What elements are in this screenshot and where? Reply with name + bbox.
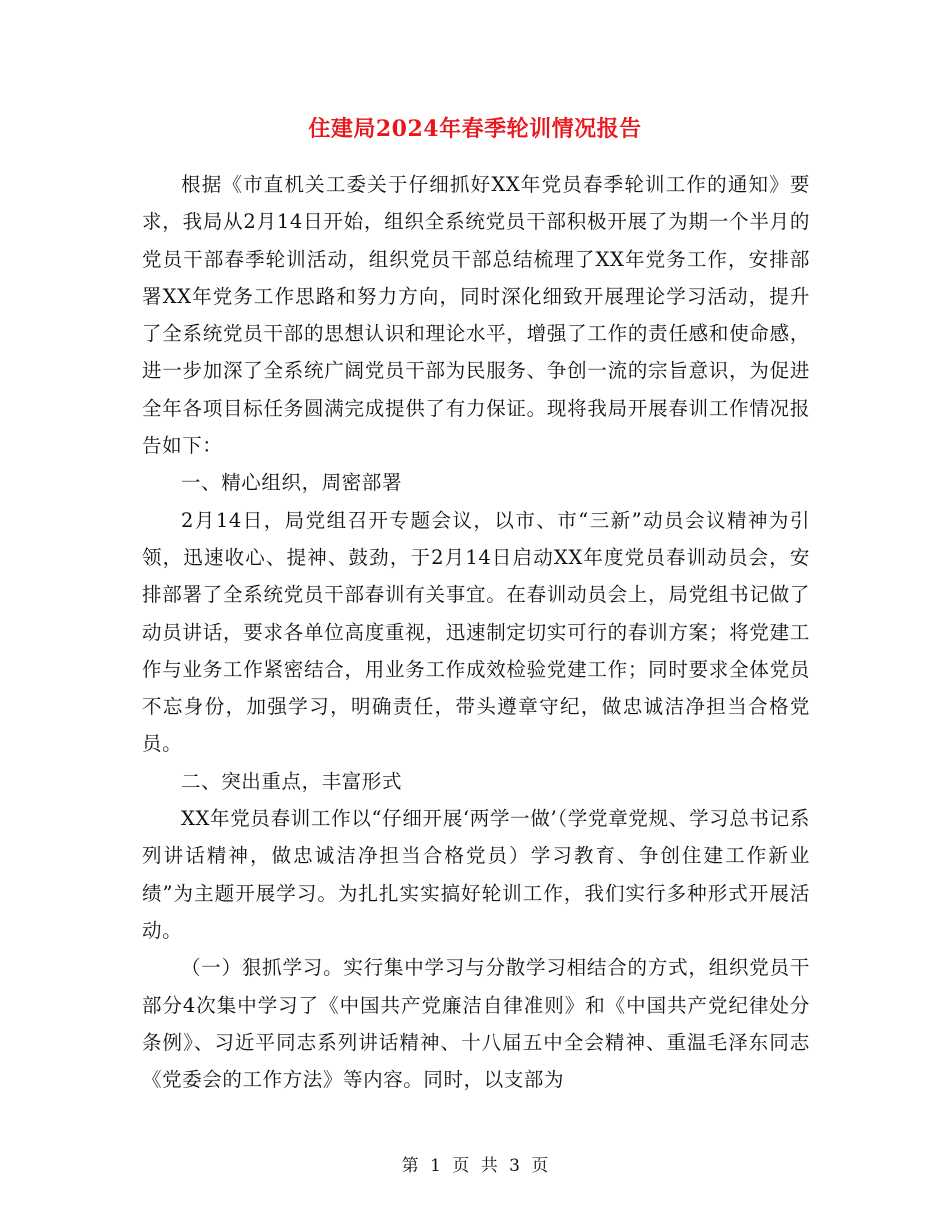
paragraph-intro: 根据《市直机关工委关于仔细抓好XX年党员春季轮训工作的通知》要求，我局从2月14日开始，组织全系统党员干部积极开展了为期一个半月的党员干部春季轮训活动，组织党员干部总结梳理了XX年党务工作，安排部署XX年党务工作思路和努力方向，同时深化细致开展理论学习活动，提升了全系统党员干部的思想认识和理论水平，增强了工作的责任感和使命感，进一步加深了全系统广阔党员干部为民服务、争创一流的宗旨意识，为促进全年各项目标任务圆满完成提供了有力保证。现将我局开展春训工作情况报告如下： — [142, 173, 810, 458]
section-heading-2: 二、突出重点，丰富形式 — [181, 769, 403, 793]
document-title: 住建局2024年春季轮训情况报告 — [308, 116, 642, 142]
page-footer: 第 1 页 共 3 页 — [401, 1156, 549, 1176]
paragraph-section-2: XX年党员春训工作以“仔细开展‘两学一做’（学党章党规、学习总书记系列讲话精神，做忠诚洁净担当合格党员）学习教育、争创住建工作新业绩”为主题开展学习。为扎扎实实搞好轮训工作，我们实行多种形式开展活动。 — [142, 807, 810, 942]
section-heading-1: 一、精心组织，周密部署 — [181, 471, 403, 495]
paragraph-subsection-1: （一）狠抓学习。实行集中学习与分散学习相结合的方式，组织党员干部分4次集中学习了《中国共产党廉洁自律准则》和《中国共产党纪律处分条例》、习近平同志系列讲话精神、十八届五中全会精神、重温毛泽东同志《党委会的工作方法》等内容。同时，以支部为 — [142, 956, 810, 1092]
paragraph-section-1: 2月14日，局党组召开专题会议，以市、市“三新”动员会议精神为引领，迅速收心、提神、鼓劲，于2月14日启动XX年度党员春训动员会，安排部署了全系统党员干部春训有关事宜。在春训动员会上，局党组书记做了动员讲话，要求各单位高度重视，迅速制定切实可行的春训方案；将党建工作与业务工作紧密结合，用业务工作成效检验党建工作；同时要求全体党员不忘身份，加强学习，明确责任，带头遵章守纪，做忠诚洁净担当合格党员。 — [142, 508, 810, 756]
document-body — [142, 166, 810, 1098]
